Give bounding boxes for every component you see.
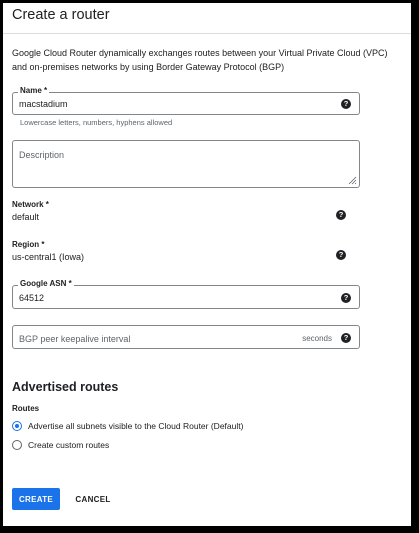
advertised-routes-heading: Advertised routes <box>12 380 119 394</box>
radio-custom-routes[interactable] <box>12 440 109 450</box>
cancel-button[interactable]: CANCEL <box>69 488 117 510</box>
title-divider <box>3 33 411 34</box>
name-field[interactable] <box>12 86 360 115</box>
radio-advertise-all-label: Advertise all subnets visible to the Cloud Router (Default) <box>28 421 244 431</box>
keepalive-field[interactable] <box>12 325 360 349</box>
radio-button-checked[interactable] <box>12 421 22 431</box>
radio-button[interactable] <box>12 440 22 450</box>
help-circle-icon[interactable]: ? <box>341 293 351 303</box>
radio-custom-routes-label: Create custom routes <box>28 440 110 450</box>
help-circle-icon[interactable]: ? <box>341 333 351 343</box>
network-label: Network * <box>12 200 49 209</box>
keepalive-suffix: seconds <box>302 334 332 343</box>
asn-field-label: Google ASN * <box>20 279 72 288</box>
description-placeholder: Description <box>19 150 65 160</box>
resize-handle-icon[interactable] <box>347 175 357 185</box>
page-title: Create a router <box>12 7 110 23</box>
radio-advertise-all[interactable] <box>12 421 243 431</box>
help-circle-icon[interactable]: ? <box>336 250 346 260</box>
network-value: default <box>12 212 40 222</box>
help-circle-icon[interactable]: ? <box>336 210 346 220</box>
region-label: Region * <box>12 240 45 249</box>
create-button[interactable]: CREATE <box>12 488 60 510</box>
description-field[interactable] <box>12 140 360 188</box>
help-circle-icon[interactable]: ? <box>341 99 351 109</box>
name-field-hint: Lowercase letters, numbers, hyphens allowed <box>20 118 173 127</box>
intro-text: Google Cloud Router dynamically exchanges routes between your Virtual Private Cloud (VPC) and on-premises networks by using Border Gateway Protocol (BGP) <box>12 48 388 72</box>
create-router-panel <box>3 3 411 526</box>
keepalive-placeholder: BGP peer keepalive interval <box>19 334 131 344</box>
name-field-label: Name * <box>20 86 48 95</box>
name-input-value[interactable]: macstadium <box>19 99 68 109</box>
region-value: us-central1 (Iowa) <box>12 252 85 262</box>
asn-input-value[interactable]: 64512 <box>19 293 45 303</box>
asn-field[interactable] <box>12 279 360 309</box>
routes-label: Routes <box>12 404 40 413</box>
